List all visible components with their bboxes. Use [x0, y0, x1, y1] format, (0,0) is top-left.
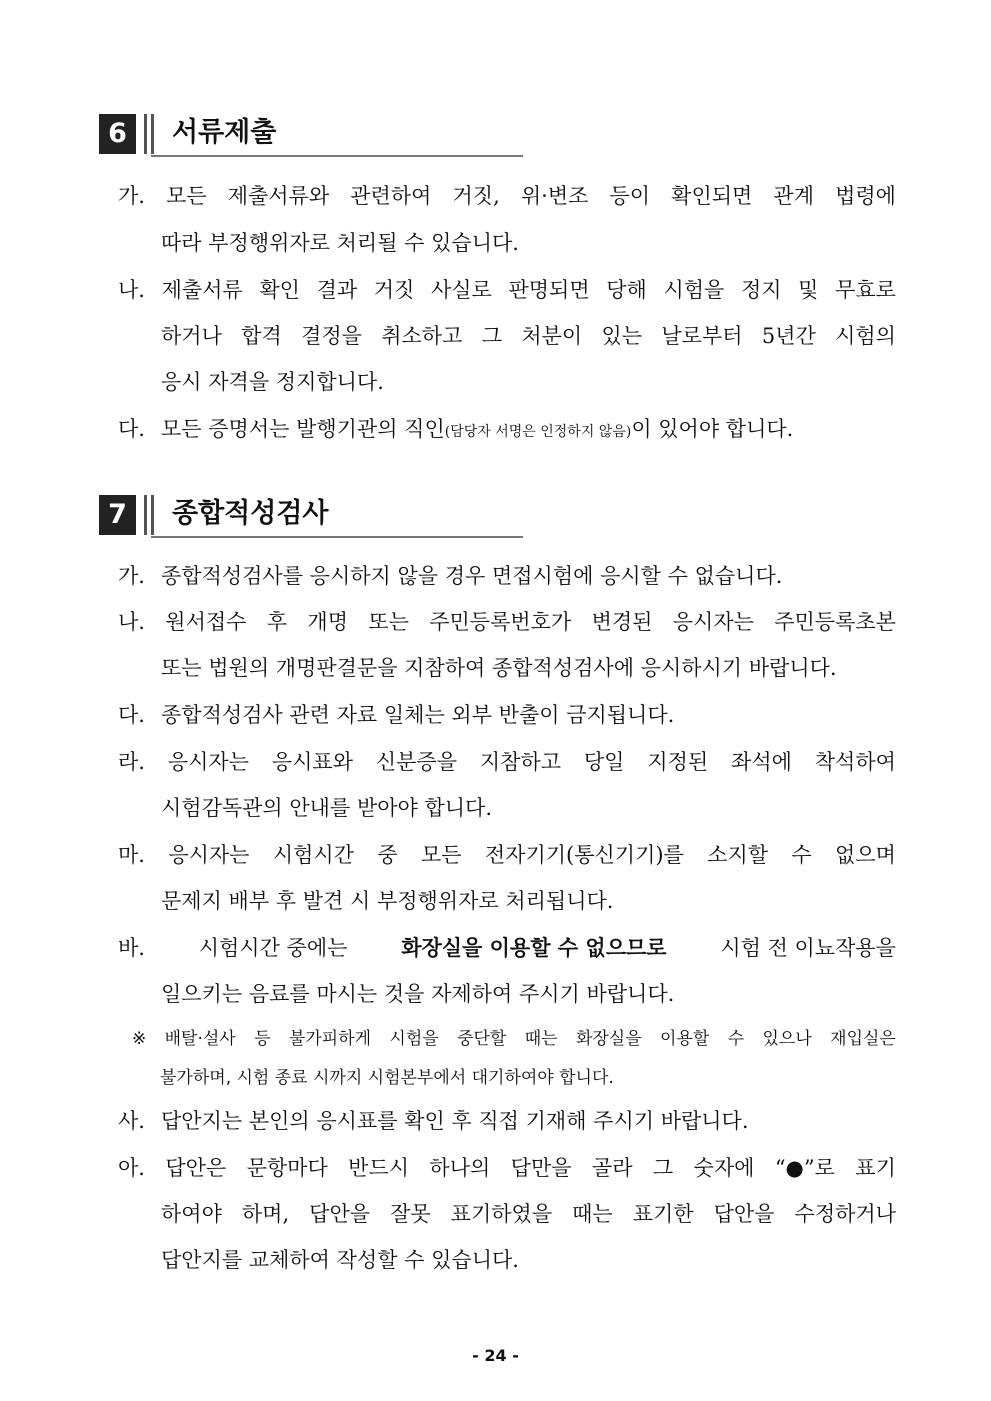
divider — [151, 495, 154, 535]
section-6-header — [99, 114, 529, 158]
word: 있으나 — [762, 1029, 812, 1049]
list-marker: 바. — [118, 936, 145, 960]
item-text: 종합적성검사 관련 자료 일체는 외부 반출이 금지됩니다. — [161, 703, 675, 727]
list-marker: 가. — [118, 564, 145, 588]
word: 결과 — [316, 278, 358, 302]
word: 주민등록초본 — [774, 610, 896, 634]
list-marker: 다. — [118, 703, 145, 727]
word: 답안을 — [309, 1202, 371, 1226]
word: 신분증을 — [375, 750, 458, 774]
list-marker: 마. — [118, 843, 145, 867]
list-marker: 사. — [118, 1109, 145, 1133]
word: 수 — [791, 843, 812, 867]
list-item — [118, 933, 896, 963]
item-text: 이 있어야 합니다. — [631, 417, 794, 441]
list-item — [118, 561, 896, 591]
word: 그 — [481, 324, 502, 348]
list-item — [118, 747, 896, 777]
word: 재입실은 — [830, 1029, 896, 1049]
word: 답만을 — [510, 1156, 572, 1180]
word: 거짓 — [373, 278, 415, 302]
word: 판명되면 — [508, 278, 590, 302]
section-number: 6 — [99, 114, 136, 154]
list-item-continuation: 응시 자격을 정지합니다. — [161, 370, 384, 394]
word: 정지 — [740, 278, 782, 302]
word: 답안을 — [713, 1202, 775, 1226]
word: 원서접수 — [165, 610, 247, 634]
word: 중 — [377, 843, 398, 867]
list-item-continuation: 따라 부정행위자로 처리될 수 있습니다. — [161, 231, 519, 255]
title-underline — [151, 536, 523, 538]
item-parenthetical: (담당자 서명은 인정하지 않음) — [444, 424, 632, 440]
word: 거짓, — [452, 184, 500, 208]
word: 불가피하게 — [288, 1029, 372, 1049]
list-item — [118, 700, 896, 730]
word: 제출서류와 — [227, 184, 330, 208]
word: 배탈·설사 — [164, 1029, 236, 1049]
word: 문항마다 — [246, 1156, 328, 1180]
list-marker: 나. — [118, 278, 145, 302]
word: 하나의 — [429, 1156, 491, 1180]
section-7-header — [99, 495, 529, 539]
word: 취소하고 — [381, 324, 463, 348]
word: 5년간 — [761, 324, 816, 348]
word: 수 — [727, 1029, 745, 1049]
word: 시험시간 — [272, 843, 354, 867]
word: 표기하였을 — [450, 1202, 553, 1226]
note — [132, 1026, 896, 1052]
divider — [151, 114, 154, 154]
word: 모든 — [166, 184, 207, 208]
word: 합격 — [241, 324, 282, 348]
word: 하거나 — [161, 324, 222, 348]
word: 중단할 — [457, 1029, 507, 1049]
word: 반드시 — [348, 1156, 410, 1180]
word: 제출서류 — [161, 278, 243, 302]
word: 지참하고 — [479, 750, 562, 774]
list-marker: 가. — [118, 184, 145, 208]
word: 응시자는 — [168, 843, 250, 867]
list-item — [118, 275, 896, 305]
list-item-continuation — [161, 1199, 896, 1229]
page-number: - 24 - — [472, 1346, 519, 1365]
word: 모든 — [420, 843, 462, 867]
section-title: 서류제출 — [172, 117, 277, 148]
word: 응시표와 — [271, 750, 353, 774]
list-item — [118, 607, 896, 637]
list-item — [118, 1106, 896, 1136]
word: 답안은 — [165, 1156, 227, 1180]
word: 지정된 — [647, 750, 709, 774]
word: 때는 — [572, 1202, 613, 1226]
title-underline — [151, 155, 523, 157]
word: 소지할 — [707, 843, 769, 867]
divider — [144, 495, 147, 535]
word: 후 — [266, 610, 288, 634]
list-item — [118, 840, 896, 870]
word: 그 — [652, 1156, 674, 1180]
item-emphasis: 화장실을 이용할 수 없으므로 — [401, 936, 667, 960]
list-marker: 다. — [118, 417, 145, 441]
item-text: 답안지는 본인의 응시표를 확인 후 직접 기재해 주시기 바랍니다. — [161, 1109, 749, 1133]
section-number: 7 — [99, 495, 136, 535]
divider — [144, 114, 147, 154]
word: 골라 — [591, 1156, 633, 1180]
word: 등이 — [609, 184, 651, 208]
word: 당일 — [583, 750, 625, 774]
word: 결정을 — [301, 324, 362, 348]
word: 숫자에 — [693, 1156, 755, 1180]
word: 확인 — [259, 278, 300, 302]
word: “●”로 — [774, 1156, 835, 1180]
word: 착석하여 — [814, 750, 896, 774]
list-item-continuation: 일으키는 음료를 마시는 것을 자제하여 주시기 바랍니다. — [161, 982, 675, 1006]
word: 시험을 — [389, 1029, 439, 1049]
item-text: 시험시간 중에는 — [198, 936, 348, 960]
word: 좌석에 — [731, 750, 792, 774]
word: 사실로 — [430, 278, 492, 302]
word: 표기 — [855, 1156, 896, 1180]
word: 관계 — [773, 184, 814, 208]
word: 당해 — [606, 278, 647, 302]
word: 변경된 — [591, 610, 653, 634]
word: 잘못 — [390, 1202, 431, 1226]
word: 처분이 — [521, 324, 583, 348]
list-item — [118, 181, 896, 211]
word: 때는 — [524, 1029, 558, 1049]
word: 및 — [798, 278, 819, 302]
word: 화장실을 — [575, 1029, 642, 1049]
word: 위·변조 — [520, 184, 589, 208]
list-item-continuation — [161, 321, 896, 351]
word: 응시자는 — [672, 610, 754, 634]
word: 하여야 — [161, 1202, 222, 1226]
word: 이용할 — [660, 1029, 710, 1049]
word: 주민등록번호가 — [429, 610, 572, 634]
note-continuation: 불가하며, 시험 종료 시까지 시험본부에서 대기하여야 합니다. — [160, 1068, 614, 1088]
word: 무효로 — [835, 278, 896, 302]
word: 시험을 — [663, 278, 725, 302]
list-item — [118, 414, 896, 447]
word: 있는 — [601, 324, 643, 348]
section-title: 종합적성검사 — [172, 498, 329, 529]
word: 전자기기(통신기기)를 — [484, 843, 684, 867]
list-item-continuation: 시험감독관의 안내를 받아야 합니다. — [161, 796, 492, 820]
word: 확인되면 — [671, 184, 753, 208]
list-marker: 아. — [118, 1156, 145, 1180]
word: 없으며 — [835, 843, 896, 867]
list-marker: 라. — [118, 750, 145, 774]
word: 표기한 — [632, 1202, 694, 1226]
word: 법령에 — [835, 184, 896, 208]
word: 관련하여 — [350, 184, 432, 208]
word: 수정하거나 — [794, 1202, 896, 1226]
word: 날로부터 — [661, 324, 743, 348]
word: 하며, — [241, 1202, 290, 1226]
word: 시험의 — [835, 324, 896, 348]
word: 또는 — [368, 610, 409, 634]
item-text: 종합적성검사를 응시하지 않을 경우 면접시험에 응시할 수 없습니다. — [161, 564, 783, 588]
word: 등 — [254, 1029, 271, 1049]
list-marker: 나. — [118, 610, 145, 634]
list-item-continuation: 답안지를 교체하여 작성할 수 있습니다. — [161, 1248, 519, 1272]
list-item-continuation: 또는 법원의 개명판결문을 지참하여 종합적성검사에 응시하시기 바랍니다. — [161, 656, 837, 680]
word: 개명 — [307, 610, 348, 634]
list-item-continuation: 문제지 배부 후 발견 시 부정행위자로 처리됩니다. — [161, 889, 614, 913]
item-text: 시험 전 이뇨작용을 — [720, 936, 896, 960]
list-marker: ※ — [132, 1029, 147, 1049]
word: 응시자는 — [167, 750, 249, 774]
item-text: 모든 증명서는 발행기관의 직인 — [161, 417, 445, 441]
list-item — [118, 1153, 896, 1183]
